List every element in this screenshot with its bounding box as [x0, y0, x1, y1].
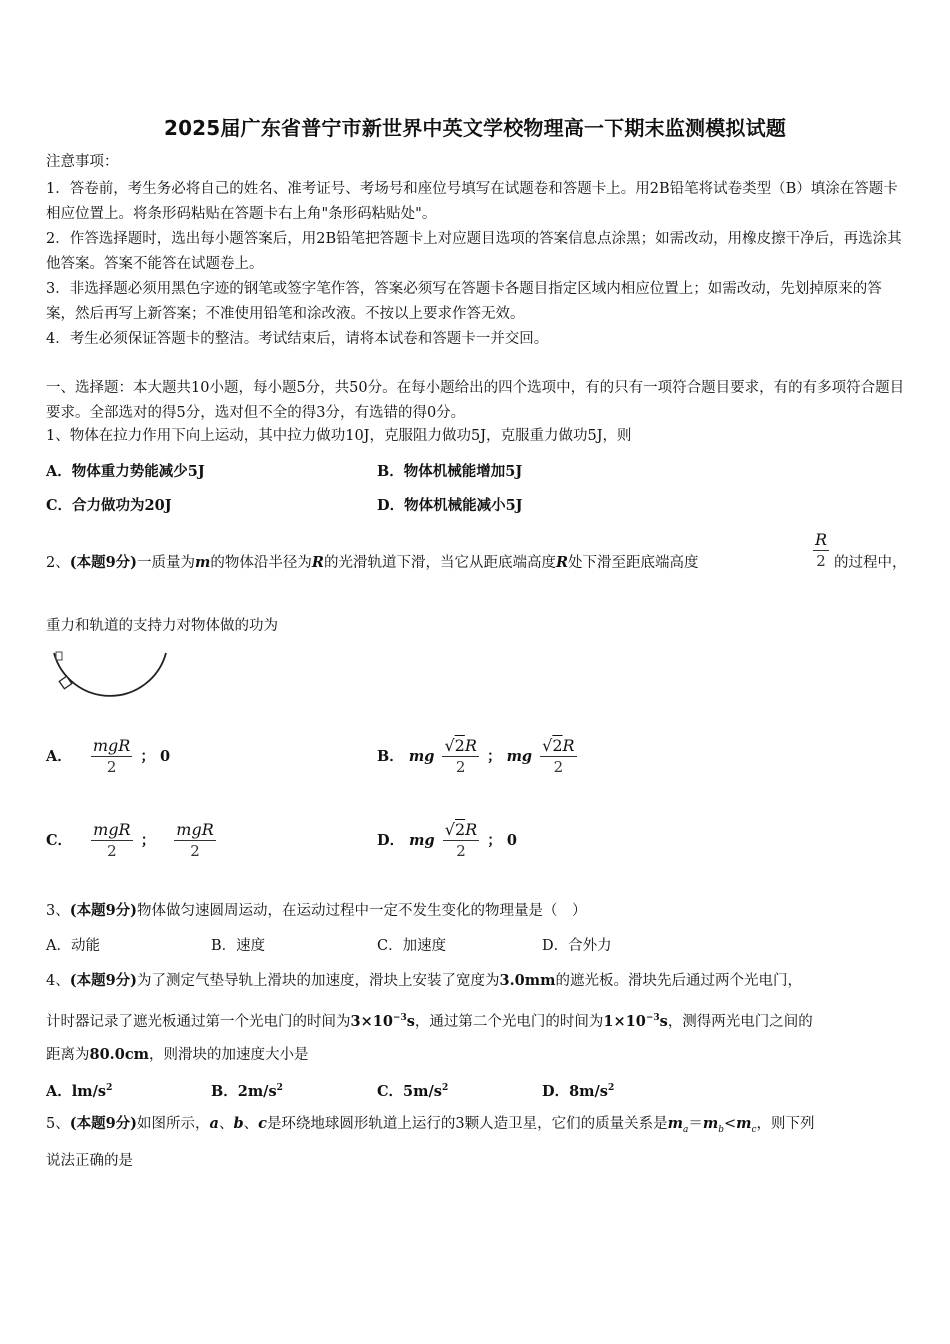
q4-option-d[interactable]: D．$8m/s^2$: [542, 1083, 615, 1100]
q1-option-d[interactable]: D．物体机械能减小5J: [377, 497, 523, 514]
q4-option-c[interactable]: C．$5m/s^2$: [377, 1083, 449, 1100]
q1-option-a[interactable]: A．物体重力势能减少5J: [46, 463, 205, 480]
q4-stem-line1: 4、(本题9分)为了测定气垫导轨上滑块的加速度，滑块上安装了宽度为3.0mm的遮光板。滑块先后通过两个光电门，: [46, 972, 802, 989]
q4-option-a[interactable]: A．$lm/s^2$: [46, 1083, 113, 1100]
q3-stem: 3、(本题9分)物体做匀速圆周运动，在运动过程中一定不发生变化的物理量是（ ）: [46, 902, 587, 919]
q2-option-a[interactable]: A． $\frac{\text{mgR}}{2}$ ； 0: [46, 736, 171, 776]
q2-option-d[interactable]: D． mg $\frac{√2R}{2}$ ； 0: [377, 820, 517, 860]
q2-fraction-r-over-2: $\frac{R}{2}$: [815, 530, 828, 570]
q2-option-b[interactable]: B． mg $\frac{√2R}{2}$ ； mg $\frac{√2R}{2}$: [377, 736, 575, 776]
page-title: 2025届广东省普宁市新世界中英文学校物理高一下期末监测模拟试题: [163, 116, 787, 140]
notice-heading: 注意事项：: [46, 154, 119, 170]
q3-option-b[interactable]: B．速度: [211, 938, 266, 954]
notice-item-4: 4．考生必须保证答题卡的整洁。考试结束后，请将本试卷和答题卡一并交回。: [46, 331, 549, 347]
q5-stem-line1: 5、(本题9分)如图所示，a、b、c是环绕地球圆形轨道上运行的3颗人造卫星，它们的质量关系是$m_a=m_b<m_c$，则下列: [46, 1115, 815, 1135]
notice-item-1: 1．答卷前，考生务必将自己的姓名、准考证号、考场号和座位号填写在试题卷和答题卡上。用2B铅笔将试卷类型（B）填涂在答题卡相应位置上。将条形码粘贴在答题卡右上角"条形码粘贴处"。: [46, 181, 898, 222]
q2-stem-end: 的过程中，: [834, 555, 907, 571]
q1-option-c[interactable]: C．合力做功为20J: [46, 497, 172, 514]
notice-item-3: 3．非选择题必须用黑色字迹的钢笔或签字笔作答，答案必须写在答题卡各题目指定区域内相应位置上；如需改动，先划掉原来的答案，然后再写上新答案；不准使用铅笔和涂改液。不按以上要求作答无效。: [46, 281, 882, 322]
q3-option-c[interactable]: C．加速度: [377, 938, 447, 954]
q2-track-diagram: [46, 648, 172, 714]
start-block: [56, 652, 62, 660]
q2-stem-line2: 重力和轨道的支持力对物体做的功为: [46, 618, 278, 634]
notice-item-2: 2．作答选择题时，选出每小题答案后，用2B铅笔把答题卡上对应题目选项的答案信息点涂黑；如需改动，用橡皮擦干净后，再选涂其他答案。答案不能答在试题卷上。: [46, 231, 902, 272]
sliding-object: [59, 676, 72, 689]
q3-option-a[interactable]: A．动能: [46, 938, 100, 954]
q4-stem-line3: 距离为80.0cm，则滑块的加速度大小是: [46, 1046, 309, 1063]
section-heading: 一、选择题：本大题共10小题，每小题5分，共50分。在每小题给出的四个选项中，有的只有一项符合题目要求，有的有多项符合题目要求。全部选对的得5分，选对但不全的得3分，有选错的得0分。: [46, 380, 905, 421]
q1-option-b[interactable]: B．物体机械能增加5J: [377, 463, 523, 480]
q2-option-c[interactable]: C． $\frac{\text{mgR}}{2}$ ； $\frac{\text{mgR}}{2}$: [46, 820, 214, 860]
q3-option-d[interactable]: D．合外力: [542, 938, 612, 954]
q1-stem: 1、物体在拉力作用下向上运动，其中拉力做功10J，克服阻力做功5J，克服重力做功5J，则: [46, 428, 632, 444]
q4-option-b[interactable]: B．$2m/s^2$: [211, 1083, 283, 1100]
q2-stem: 2、(本题9分)一质量为m的物体沿半径为R的光滑轨道下滑，当它从距底端高度R处下滑至距底端高度: [46, 554, 699, 571]
track-arc: [54, 653, 166, 696]
q4-stem-line2: 计时器记录了遮光板通过第一个光电门的时间为$3\times 10^{-3}s$，通过第二个光电门的时间为$1\times 10^{-3}s$，测得两光电门之间的: [46, 1012, 813, 1030]
q5-stem-line2: 说法正确的是: [46, 1153, 133, 1169]
